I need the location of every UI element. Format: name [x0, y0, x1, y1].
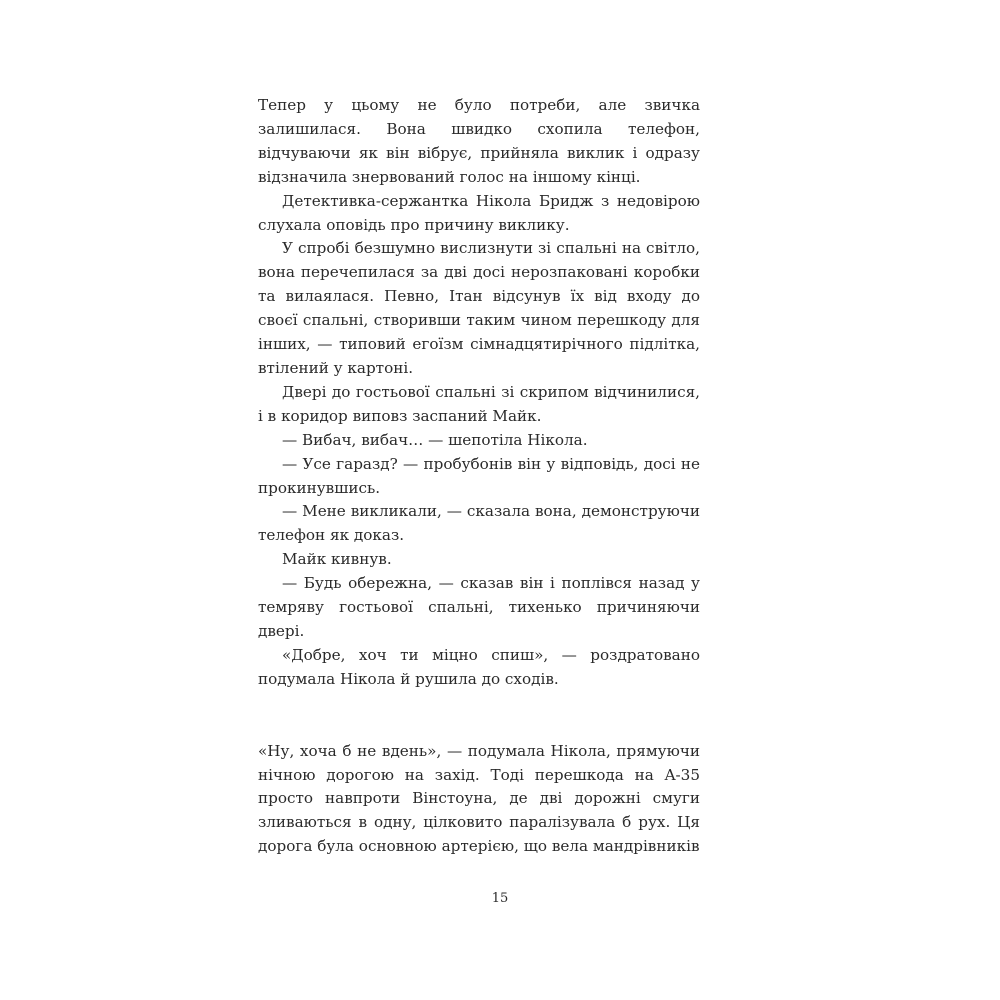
page-number: 15 [491, 891, 509, 906]
paragraph: «Добре, хоч ти міцно спиш», — роздратовано подумала Нікола й рушила до сходів. [258, 645, 700, 688]
section-break [258, 692, 700, 740]
paragraph: У спробі безшумно вислизнути зі спальні на світло, вона перечепилася за дві досі нерозпаковані коробки та вилаялася. Певно, Ітан відсунув їх від входу до своєї спальні, створивши таким чином перешкоду для інших, — типовий егоїзм сімнадцятирічного підлітка, втілений у картоні. [258, 239, 700, 377]
dialogue-line: — Будь обережна, — сказав він і поплівся назад у темряву гостьової спальні, тихенько причиняючи двері. [258, 574, 700, 640]
dialogue-line: — Усе гаразд? — пробубонів він у відповідь, досі не прокинувшись. [258, 454, 700, 497]
dialogue-line: — Вибач, вибач… — шепотіла Нікола. [282, 430, 588, 449]
paragraph: Детективка-сержантка Нікола Бридж з недовірою слухала оповідь про причину виклику. [258, 191, 700, 234]
paragraph: Майк кивнув. [282, 550, 392, 569]
paragraph: Тепер у цьому не було потреби, але звичка залишилася. Вона швидко схопила телефон, відчуваючи як він вібрує, прийняла виклик і одразу відзначила знервований голос на іншому кінці. [258, 96, 700, 186]
book-page-text [258, 94, 700, 859]
paragraph: Двері до гостьової спальні зі скрипом відчинилися, і в коридор виповз заспаний Майк. [258, 382, 700, 425]
dialogue-line: — Мене викликали, — сказала вона, демонструючи телефон як доказ. [258, 502, 700, 545]
paragraph: «Ну, хоча б не вдень», — подумала Нікола, прямуючи нічною дорогою на захід. Тоді перешкода на A-35 просто навпроти Вінстоуна, де дві дорожні смуги зливаються в одну, цілковито паралізувала б рух. Ця дорога була основною артерією, що вела мандрівників [258, 741, 700, 856]
